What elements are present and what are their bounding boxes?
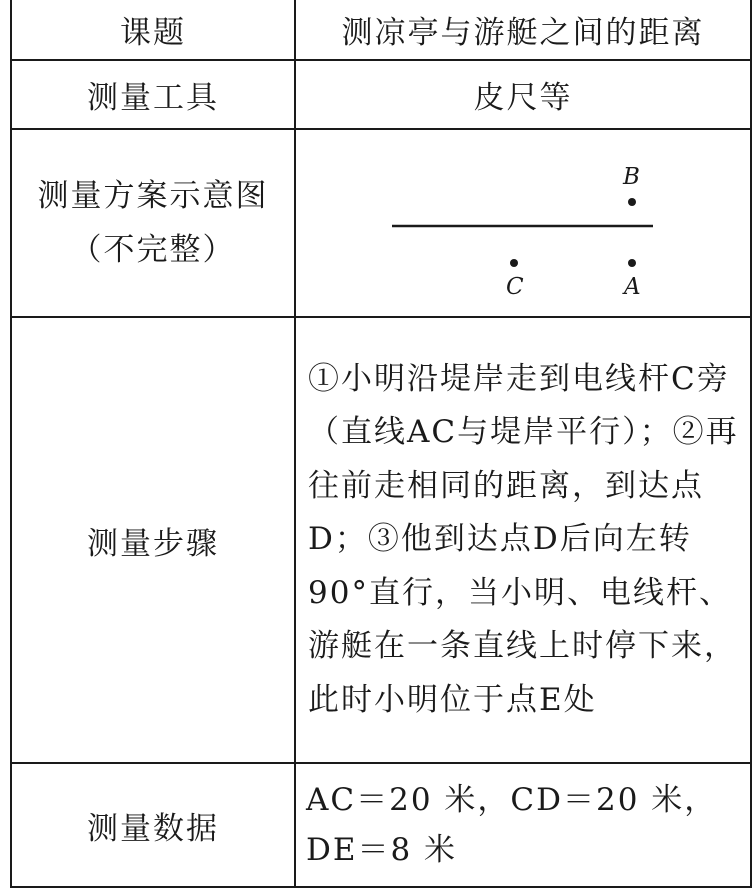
topic-value: 测凉亭与游艇之间的距离 [295, 0, 751, 60]
table-row-topic [11, 0, 751, 60]
point-b-dot [628, 198, 636, 206]
scheme-diagram [296, 130, 752, 316]
tools-value: 皮尺等 [295, 60, 751, 129]
diagram-label-line2: （不完整） [70, 232, 236, 268]
data-label: 测量数据 [11, 763, 295, 887]
table-row-tools [11, 60, 751, 129]
table-row-diagram [11, 129, 751, 317]
table-row-data [11, 763, 751, 887]
point-a-dot [628, 259, 636, 267]
point-a-label: A [624, 274, 643, 300]
steps-label: 测量步骤 [11, 317, 295, 763]
diagram-label [11, 129, 295, 317]
point-c-label: C [506, 274, 526, 300]
diagram-label-line1: 测量方案示意图 [37, 178, 269, 214]
data-text: AC＝20 米，CD＝20 米，DE＝8 米 [295, 763, 751, 887]
table-row-steps [11, 317, 751, 763]
tools-label: 测量工具 [11, 60, 295, 129]
steps-text: ①小明沿堤岸走到电线杆C旁（直线AC与堤岸平行）；②再往前走相同的距离，到达点D；③他到达点D后向左转90°直行，当小明、电线杆、游艇在一条直线上时停下来，此时小明位于点E处 [295, 317, 751, 763]
topic-label: 课题 [11, 0, 295, 60]
diagram-cell [295, 129, 751, 317]
point-b-label: B [623, 164, 642, 190]
point-c-dot [510, 259, 518, 267]
measurement-table [10, 0, 752, 888]
